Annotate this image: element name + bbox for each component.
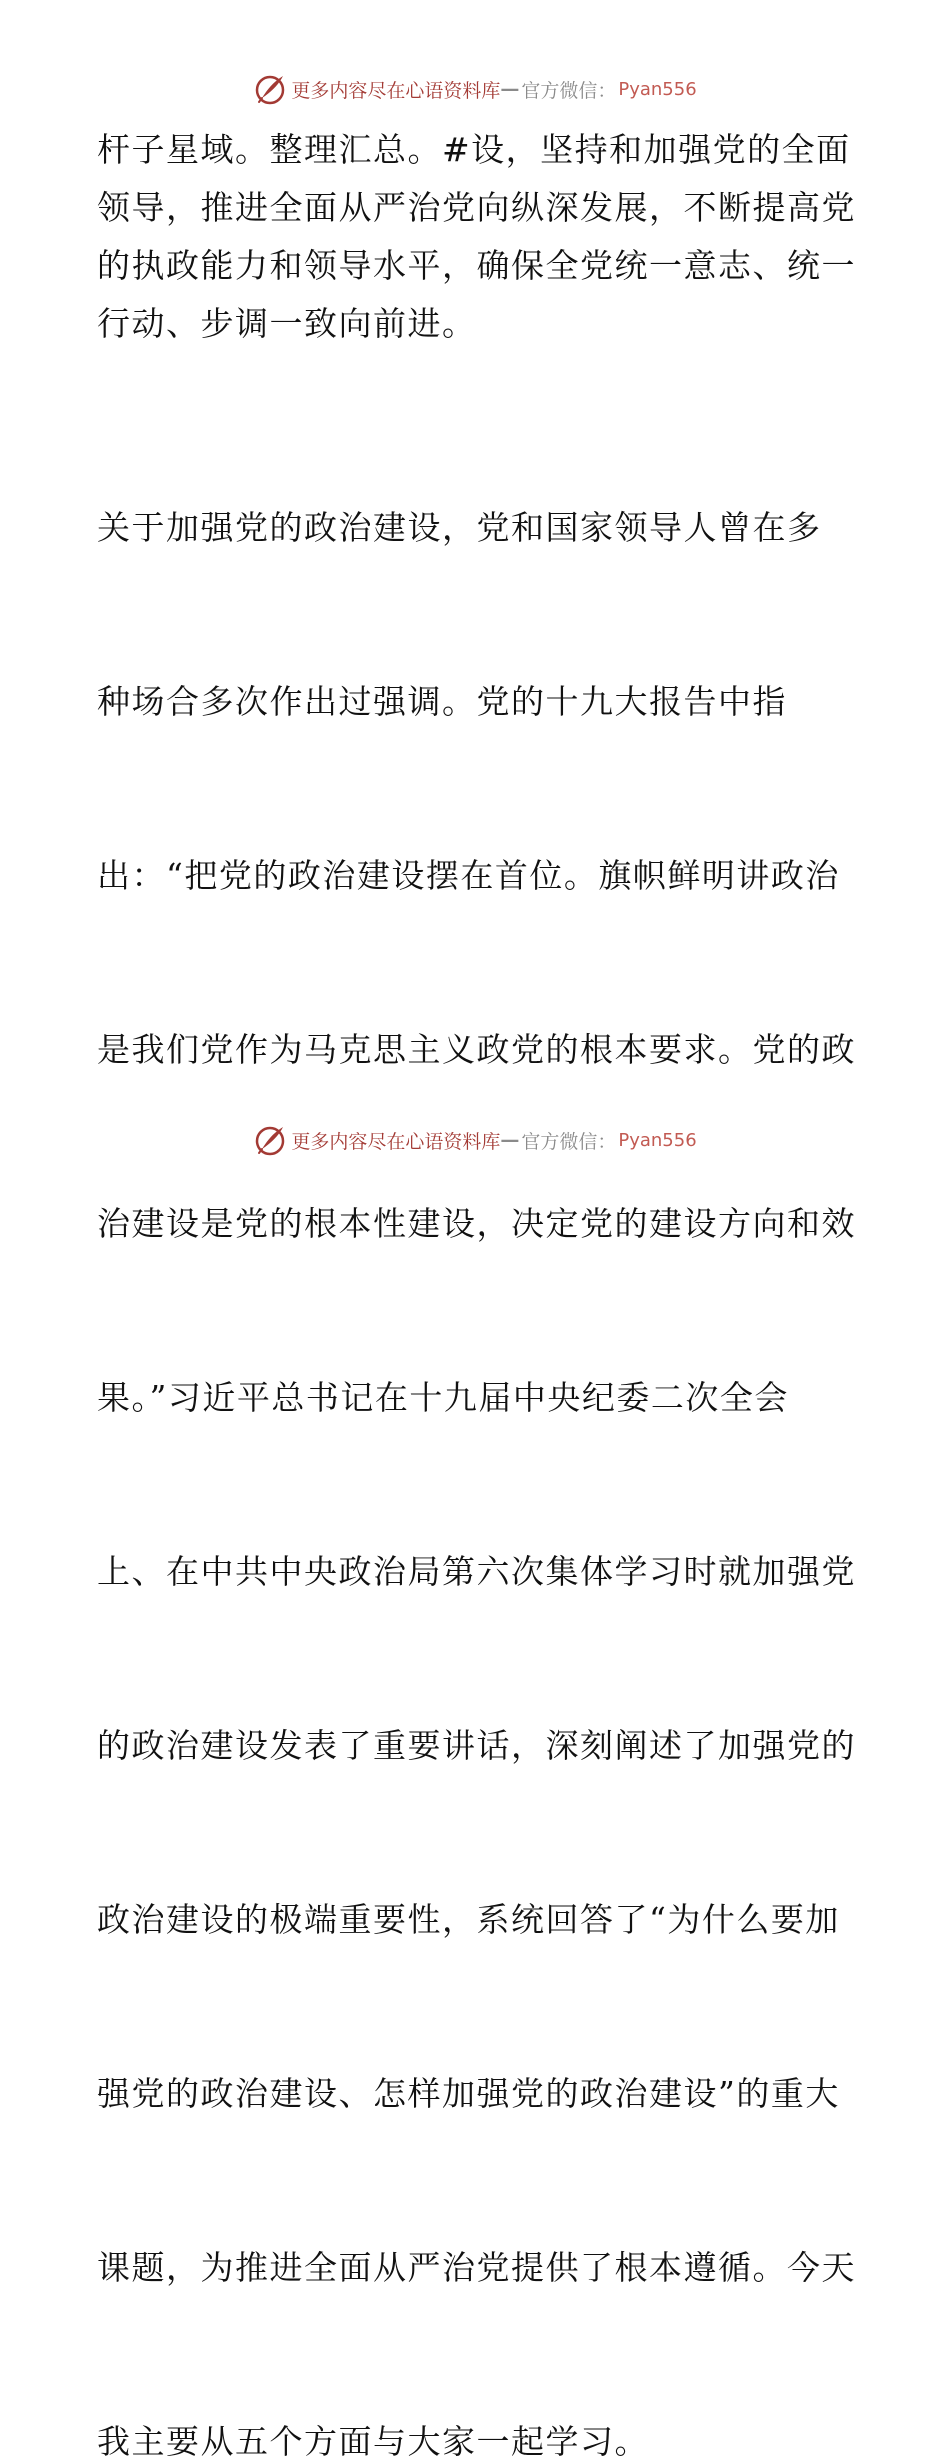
paragraph-1 (97, 121, 857, 353)
text-line: 上、在中共中央政治局第六次集体学习时就加强党 (97, 1552, 856, 1591)
text-line: 杆子星域。整理汇总。#设，坚持和加强党的全面 (97, 130, 851, 169)
text-line: 行动、步调一致向前进。 (97, 304, 477, 343)
watermark-handle: Pyan556 (618, 1129, 697, 1151)
text-line: 强党的政治建设、怎样加强党的政治建设”的重大 (97, 2074, 840, 2113)
text-line: 政治建设的极端重要性，系统回答了“为什么要加 (97, 1900, 840, 1939)
text-line: 果。”习近平总书记在十九届中央纪委二次全会 (97, 1378, 789, 1417)
text-line: 我主要从五个方面与大家一起学习。 (97, 2422, 649, 2460)
watermark-handle: Pyan556 (618, 78, 697, 100)
text-line: 的执政能力和领导水平，确保全党统一意志、统一 (97, 246, 856, 285)
text-line: 出：“把党的政治建设摆在首位。旗帜鲜明讲政治 (97, 856, 840, 895)
text-line: 关于加强党的政治建设，党和国家领导人曾在多 (97, 508, 822, 547)
watermark-account-label: 官方微信： (521, 1130, 617, 1153)
footer-watermark (0, 1120, 950, 1160)
watermark-separator: — (500, 78, 520, 100)
quill-pen-logo-icon (253, 72, 287, 106)
paragraph-2 (97, 383, 857, 2460)
text-line: 的政治建设发表了重要讲话，深刻阐述了加强党的 (97, 1726, 856, 1765)
text-line: 领导，推进全面从严治党向纵深发展，不断提高党 (97, 188, 856, 227)
watermark-account-label: 官方微信： (521, 79, 617, 102)
watermark-site-text: 更多内容尽在心语资料库 (291, 79, 501, 102)
text-line: 种场合多次作出过强调。党的十九大报告中指 (97, 682, 787, 721)
document-body (97, 121, 857, 2460)
text-line: 治建设是党的根本性建设，决定党的建设方向和效 (97, 1204, 856, 1243)
text-line: 课题，为推进全面从严治党提供了根本遵循。今天 (97, 2248, 856, 2287)
quill-pen-logo-icon (253, 1123, 287, 1157)
text-line: 是我们党作为马克思主义政党的根本要求。党的政 (97, 1030, 856, 1069)
watermark-separator: — (500, 1129, 520, 1151)
watermark-site-text: 更多内容尽在心语资料库 (291, 1130, 501, 1153)
header-watermark (0, 69, 950, 109)
